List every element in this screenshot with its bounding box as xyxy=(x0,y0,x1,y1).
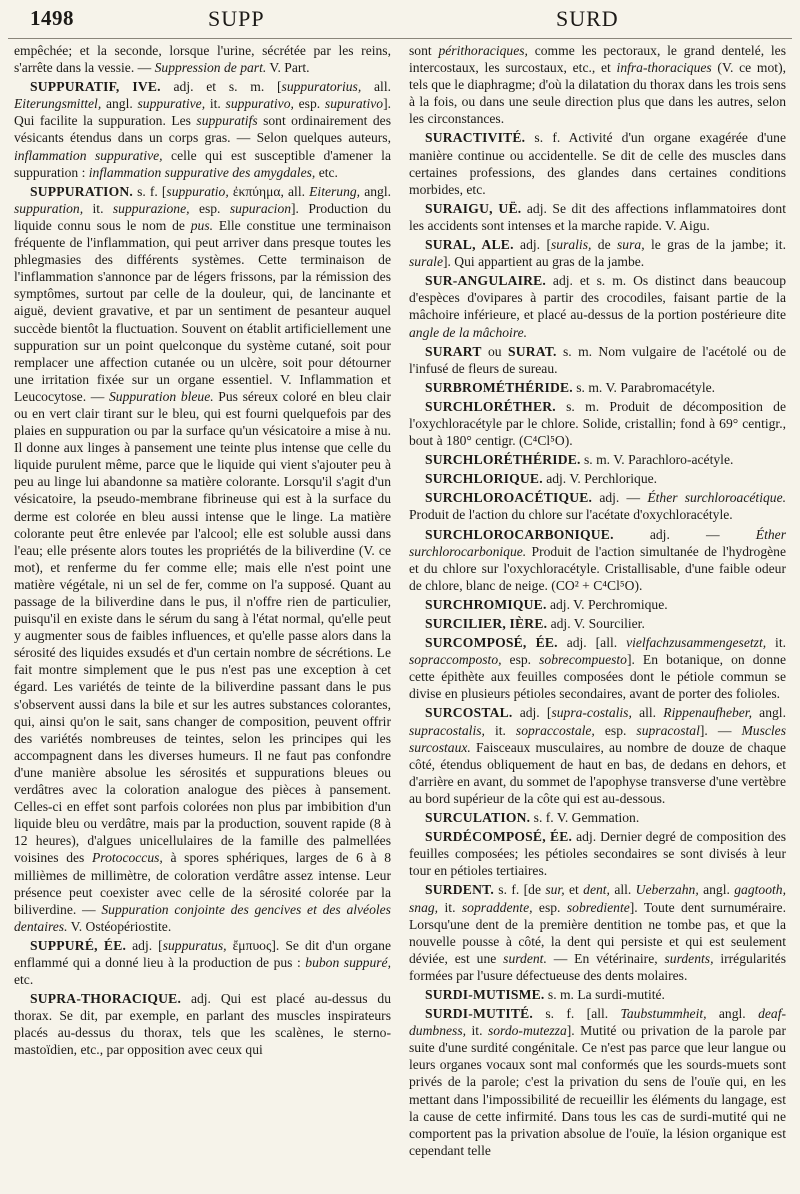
entry-headword: SUPPURATIF, IVE. xyxy=(30,79,161,95)
dictionary-entry xyxy=(409,489,786,523)
entry-text: Elle constitue une terminaison fréquente de l'inflammation, qui peut arriver dans presque toutes les phlegmasies des différents systèmes. Cette terminaison de l'inflammation s'annonce par de légers frissons, par la rémission des symptômes, surtout par celle de la douleur, qui, de lancinante et aiguë, devient gravative, et par un sentiment de pesanteur auquel succède bientôt la fluctuation. Souvent on établit artificiellement une suppuration sur un point quelconque du système cutané, soit pour remplacer une affection cutanée ou un ulcère, soit pour détourner une irritation fixée sur un organe essentiel. V. Inflammation et Leucocytose. — xyxy=(14,217,391,404)
italic-term: Eiterung, xyxy=(309,183,361,199)
entry-text: s. f. V. Gemmation. xyxy=(530,810,640,826)
italic-term: suppuratus, xyxy=(162,937,227,953)
entry-text: adj. [all. xyxy=(557,635,627,651)
left-column xyxy=(14,42,391,1184)
dictionary-entry xyxy=(409,881,786,984)
entry-headword: SUPPURATION. xyxy=(30,183,133,199)
entry-text: sont xyxy=(409,43,439,58)
dictionary-entry xyxy=(409,272,786,340)
entry-text: angl. xyxy=(698,882,735,898)
italic-term: suppuratio, xyxy=(166,183,229,199)
dictionary-entry xyxy=(409,809,786,826)
entry-text: s. f. [de xyxy=(493,882,546,898)
italic-term: surdents, xyxy=(664,950,714,966)
italic-term: supracostal xyxy=(636,722,700,738)
dictionary-entry xyxy=(409,343,786,377)
dictionary-entry xyxy=(14,78,391,181)
dictionary-entry xyxy=(409,42,786,127)
italic-term: Éther surchlorocarbonique. xyxy=(409,526,786,559)
entry-text: angl. xyxy=(101,96,138,112)
dictionary-entry xyxy=(409,596,786,613)
entry-text: esp. xyxy=(293,96,325,112)
entry-text: ]. Qui facilite la suppuration. Les xyxy=(14,96,391,129)
page-header xyxy=(8,4,792,39)
dictionary-entry xyxy=(14,937,391,988)
italic-term: Suppuration bleue. xyxy=(108,388,214,404)
entry-headword: SURART xyxy=(425,343,482,359)
entry-headword: SURDÉCOMPOSÉ, ÉE. xyxy=(425,829,573,845)
entry-headword: SURCHLOROCARBONIQUE. xyxy=(425,526,614,542)
italic-term: deaf-dumbness, xyxy=(409,1006,786,1039)
dictionary-entry xyxy=(409,526,786,594)
italic-term: supurativo xyxy=(324,96,384,112)
italic-term: gagtooth, snag, xyxy=(409,882,786,915)
italic-term: sopraccostale, xyxy=(515,722,595,738)
entry-text: adj. — xyxy=(613,526,756,542)
italic-term: Taubstummheit, xyxy=(620,1006,707,1022)
entry-headword: SURAIGU, UË. xyxy=(425,200,522,216)
entry-text: it. xyxy=(466,1023,488,1039)
entry-text: adj. Dernier degré de composition des feuilles composées; les pétioles secondaires se sont divisés à leur tour en pétioles tertiaires. xyxy=(409,829,786,879)
entry-text: adj. [ xyxy=(126,937,163,953)
italic-term: sordo-mutezza xyxy=(487,1023,567,1039)
entry-text: ]. Mutité ou privation de la parole par suite d'une surdité congénitale. Ce n'est pas parce que leur langue ou leurs organes vocaux sont mal conformés que les sourds-muets sont privés de la parole; c'est la privation du sens de l'ouïe qui, en les mettant dans l'impossibilité de recueillir les éléments du langage, est la cause de cette infirmité. Dans tous les cas de surdi-mutité qui ne comportent pas la privation absolue de l'ouïe, la lésion organique est cependant telle xyxy=(409,1023,786,1158)
italic-term: sobrecompuesto xyxy=(539,652,627,668)
entry-text: comme les pectoraux, le grand dentelé, les intercostaux, les surcostaux, etc., et xyxy=(409,43,786,76)
entry-headword: SURCOMPOSÉ, ÉE. xyxy=(425,635,558,651)
dictionary-entry xyxy=(409,615,786,632)
entry-text: Produit de l'action simultanée de l'hydrogène et du chlore sur l'oxychloracétyle. Cristallisable, d'une faible odeur de chlore, blanc de neige. (CO² + C⁴Cl⁵O). xyxy=(409,543,786,593)
entry-text: esp. xyxy=(594,722,637,738)
italic-term: surdent. xyxy=(503,950,547,966)
entry-text: V. Ostéopériostite. xyxy=(67,918,172,934)
entry-headword: SURCHLORÉTHER. xyxy=(425,398,556,414)
entry-text: ]. Qui appartient au gras de la jambe. xyxy=(442,254,645,270)
italic-term: pus. xyxy=(190,217,214,233)
entry-text: esp. xyxy=(532,899,567,915)
entry-text: adj. — xyxy=(592,490,648,506)
dictionary-entry xyxy=(409,129,786,197)
entry-headword: SURCHROMIQUE. xyxy=(425,596,547,612)
italic-term: Suppression de part. xyxy=(154,60,267,76)
italic-term: dent, xyxy=(583,882,610,898)
entry-text: adj. et s. m. Os distinct dans beaucoup d'espèces d'ovipares à partir des crocodiles, faisant partie de la mâchoire inférieure, et placé au-dessus de la portion postérieure dite xyxy=(409,273,786,323)
dictionary-entry xyxy=(409,704,786,807)
italic-term: inflammation suppurative des amygdales, xyxy=(88,164,316,180)
italic-term: Muscles surcostaux. xyxy=(409,722,786,755)
italic-term: suppurativo, xyxy=(225,96,294,112)
entry-text: it. xyxy=(83,200,113,216)
entry-text: angl. xyxy=(706,1006,759,1022)
italic-term: suppurazione, xyxy=(112,200,190,216)
entry-headword: SURAL, ALE. xyxy=(425,237,514,253)
italic-term: supuracion xyxy=(229,200,292,216)
entry-text: s. m. Produit de décomposition de l'oxychloracétyle par le chlore. Solide, cristallin; fond à 69° centigr., bout à 180° centigr. (C⁴Cl⁵O). xyxy=(409,398,786,449)
italic-term: inflammation suppurative, xyxy=(14,147,163,163)
entry-text: it. xyxy=(484,722,516,738)
entry-text: ἐκπύημα, all. xyxy=(228,183,310,199)
dictionary-entry xyxy=(14,183,391,935)
italic-term: sopraccomposto, xyxy=(409,652,502,668)
italic-term: infra-thoraciques xyxy=(616,60,712,76)
entry-text: celle qui est susceptible d'amener la suppuration : xyxy=(14,147,391,180)
dictionary-entry xyxy=(14,42,391,76)
entry-text: angl. xyxy=(360,183,391,199)
entry-text: etc. xyxy=(14,972,34,988)
dictionary-entry xyxy=(409,451,786,468)
dictionary-entry xyxy=(14,990,391,1058)
italic-term: sur, xyxy=(545,882,565,898)
entry-headword: SURAT. xyxy=(507,343,557,359)
entry-text: Pus séreux coloré en bleu clair ou en vert clair tirant sur le bleu, qui est fourni quelquefois par des plaies en suppuration ou par la surface qu'un vésicatoire a mise à nu. Il donne aux linges à pansement une teinte plus intense que celle du liquide purulent même, parce que le liquide qui vient s'ajouter peu à peu au linge lui abandonne sa matière colorante. Lorsqu'il s'agit d'un vésicatoire, la pseudo-membrane fibrineuse qui est à la surface du derme est colorée en bleu aussi intense que le linge. La matière colorante peut être enlevée par l'alcool; elle est soluble aussi dans l'eau; elle présente alors toutes les propriétés de la biliverdine (V. ce mot), et renferme du fer comme elle; mais elle n'est point une matière végétale, ni un sel de fer, comme on l'a supposé. Quant au passage de la biliverdine dans le pus, il n'offre rien de particulier, puisqu'il en existe dans le sérum du sang à l'état normal, qu'elle peut y augmenter sous de faibles influences, et qu'elle passe alors dans la sérosité des liquides exsudés et d'un certain nombre de sécrétions. Le fait montre simplement que le pus n'est pas une exception à cet égard. Les variétés de teinte de la biliverdine passant dans le pus s'observent aussi dans la bile et sur les autres substances colorantes, qui, ainsi qu'on le sait, sans changer de composition, peuvent offrir des variétés nombreuses de teintes, selon les principes qui les accompagnent dans les diverses humeurs. Il ne faut pas confondre d'une manière absolue les sérosités et suppurations bleues ou verdâtres avec la coloration analogue des pièces à pansement. Celles-ci en effet sont parfois colorées non plus par imbibition d'un liquide bleu ou verdâtre, mais par la production, souvent rapide (8 à 12 heures), d'algues unicellulaires de la famille des palmellées voisines des xyxy=(14,388,391,866)
italic-term: vielfachzusammengesetzt, xyxy=(626,635,767,651)
entry-text: adj. Qui est placé au-dessus du thorax. Se dit, par exemple, en parlant des muscles inspirateurs placés au-dessus du thorax, tels que les scalènes, le sterno-mastoïdien, etc., par opposition avec ceux qui xyxy=(14,991,391,1058)
dictionary-entry xyxy=(409,1005,786,1159)
entry-text: de xyxy=(591,237,618,253)
entry-headword: SURCHLOROACÉTIQUE. xyxy=(425,490,593,506)
italic-term: suppuratifs xyxy=(196,113,258,129)
entry-text: s. m. V. Parabromacétyle. xyxy=(572,379,716,395)
entry-text: s. f. Activité d'un organe exagérée d'une manière continue ou accidentelle. Se dit de celle des muscles dans certaines professions, des glandes dans certaines conditions morbides, etc. xyxy=(409,130,786,197)
entry-headword: SURCHLORIQUE. xyxy=(425,471,543,487)
entry-text: irrégularités formées par l'usure défectueuse des dents molaires. xyxy=(409,950,786,983)
entry-text: s. f. [all. xyxy=(532,1006,621,1022)
entry-text: esp. xyxy=(501,652,540,668)
dictionary-entry xyxy=(409,200,786,234)
entry-headword: SURBROMÉTHÉRIDE. xyxy=(425,379,573,395)
entry-text: s. m. V. Parachloro-acétyle. xyxy=(580,452,734,468)
right-guide-word: SURD xyxy=(556,6,619,31)
italic-term: sopraddente, xyxy=(461,899,533,915)
italic-term: suppuration, xyxy=(14,200,84,216)
dictionary-entry xyxy=(409,634,786,702)
entry-text: it. xyxy=(766,635,786,651)
entry-text: adj. V. Sourcilier. xyxy=(547,616,645,631)
entry-text: empêchée; et la seconde, lorsque l'urine, sécrétée par les reins, s'arrête dans la vessie. — xyxy=(14,43,391,76)
entry-headword: SURDI-MUTISME. xyxy=(425,986,545,1002)
entry-text: adj. [ xyxy=(512,705,552,721)
entry-text: — En vétérinaire, xyxy=(546,950,665,966)
entry-text: adj. et s. m. [ xyxy=(160,79,282,95)
dictionary-entry xyxy=(409,828,786,879)
entry-text: ou xyxy=(481,343,508,359)
entry-text: s. m. Nom vulgaire de l'acétolé ou de l'infusé de fleurs de sureau. xyxy=(409,343,786,376)
italic-term: Protococcus, xyxy=(91,850,163,866)
italic-term: angle de la mâchoire. xyxy=(409,324,528,340)
entry-text: all. xyxy=(361,79,391,95)
entry-headword: SURACTIVITÉ. xyxy=(425,130,526,146)
entry-text: ἔμπυος]. Se dit d'un organe enflammé qui a donné lieu à la production de pus : xyxy=(14,937,391,970)
entry-text: V. Part. xyxy=(266,60,310,76)
entry-text: it. xyxy=(438,899,462,915)
italic-term: supracostalis, xyxy=(409,722,485,738)
entry-text: adj. Se dit des affections inflammatoires dont les accidents sont intenses et la marche rapide. V. Aigu. xyxy=(409,200,786,233)
entry-text: all. xyxy=(609,882,636,898)
entry-headword: SURCULATION. xyxy=(425,810,531,826)
right-column xyxy=(409,42,786,1184)
entry-headword: SUPRA-THORACIQUE. xyxy=(30,991,182,1007)
entry-text: le gras de la jambe; it. xyxy=(644,237,786,253)
entry-text: all. xyxy=(631,705,664,721)
entry-headword: SUR-ANGULAIRE. xyxy=(425,273,547,289)
italic-term: suralis, xyxy=(550,237,592,253)
entry-text: angl. xyxy=(751,705,786,721)
text-columns xyxy=(14,42,786,1184)
entry-text: s. m. La surdi-mutité. xyxy=(544,986,665,1002)
italic-term: sobrediente xyxy=(566,899,630,915)
entry-text: et xyxy=(564,882,584,898)
entry-text: ]. En botanique, on donne cette épithète aux feuilles composées dont le pétiole commun se divise en plusieurs pétioles secondaires, avant de porter des folioles. xyxy=(409,652,786,702)
italic-term: suppuratorius, xyxy=(281,79,362,95)
italic-term: sura, xyxy=(617,237,645,253)
dictionary-entry xyxy=(409,470,786,487)
page-number: 1498 xyxy=(30,6,74,30)
entry-text: it. xyxy=(205,96,226,112)
entry-headword: SURCOSTAL. xyxy=(425,705,513,721)
dictionary-entry xyxy=(409,398,786,449)
dictionary-entry xyxy=(409,379,786,396)
dictionary-entry xyxy=(409,236,786,270)
entry-headword: SURCHLORÉTHÉRIDE. xyxy=(425,452,581,468)
entry-text: adj. [ xyxy=(513,237,551,253)
italic-term: Eiterungsmittel, xyxy=(14,96,102,112)
entry-text: adj. V. Perchromique. xyxy=(546,596,668,612)
italic-term: Éther surchloroacétique. xyxy=(647,490,786,506)
entry-text: (V. ce mot), tels que le diaphragme; d'où la dilatation du thorax dans les trois sens à la fois, ou dans une seule direction plus que dans les autres, selon les circonstances. xyxy=(409,60,786,127)
entry-text: ]. Toute dent surnuméraire. Lorsqu'une dent de la première dentition ne tombe pas, et que la nouvelle pousse à côté, la dent qui persiste et qui est seulement déviée, est une xyxy=(409,899,786,966)
entry-headword: SURCILIER, IÈRE. xyxy=(425,616,548,631)
entry-headword: SURDI-MUTITÉ. xyxy=(425,1006,533,1022)
entry-text: ]. Production du liquide connu sous le nom de xyxy=(14,200,391,233)
italic-term: supra-costalis, xyxy=(551,705,632,721)
italic-term: bubon suppuré, xyxy=(305,954,391,970)
entry-text: sont ordinairement des vésicants étendus dans un corps gras. — Selon quelques auteurs, xyxy=(14,113,391,146)
italic-term: Suppuration conjointe des gencives et des alvéoles dentaires. xyxy=(14,901,391,934)
italic-term: suppurative, xyxy=(137,96,206,112)
entry-text: à spores sphériques, larges de 6 à 8 millièmes de millimètre, de coloration verdâtre assez intense. Leur présence peut coexister avec celle de la sérosité colorée par la biliverdine. — xyxy=(14,850,391,917)
italic-term: Rippenaufheber, xyxy=(663,705,752,721)
italic-term: surale xyxy=(409,254,443,270)
entry-text: esp. xyxy=(189,200,230,216)
left-guide-word: SUPP xyxy=(208,6,265,31)
italic-term: Ueberzahn, xyxy=(635,882,699,898)
entry-text: Faisceaux musculaires, au nombre de douze de chaque côté, étendus obliquement de haut en bas, de dedans en dehors, et d'arrière en avant, du sommet de l'apophyse transverse d'une vertèbre au bord supérieur de la côte qui est au-dessous. xyxy=(409,739,786,806)
dictionary-entry xyxy=(409,986,786,1003)
entry-text: adj. V. Perchlorique. xyxy=(542,471,658,487)
entry-text: Produit de l'action du chlore sur l'acétate d'oxychloracétyle. xyxy=(409,507,733,523)
entry-text: ]. — xyxy=(699,722,742,738)
italic-term: périthoraciques, xyxy=(438,43,528,58)
entry-text: etc. xyxy=(315,164,338,180)
entry-headword: SURDENT. xyxy=(425,882,494,898)
entry-text: s. f. [ xyxy=(132,183,167,199)
entry-headword: SUPPURÉ, ÉE. xyxy=(30,937,127,953)
